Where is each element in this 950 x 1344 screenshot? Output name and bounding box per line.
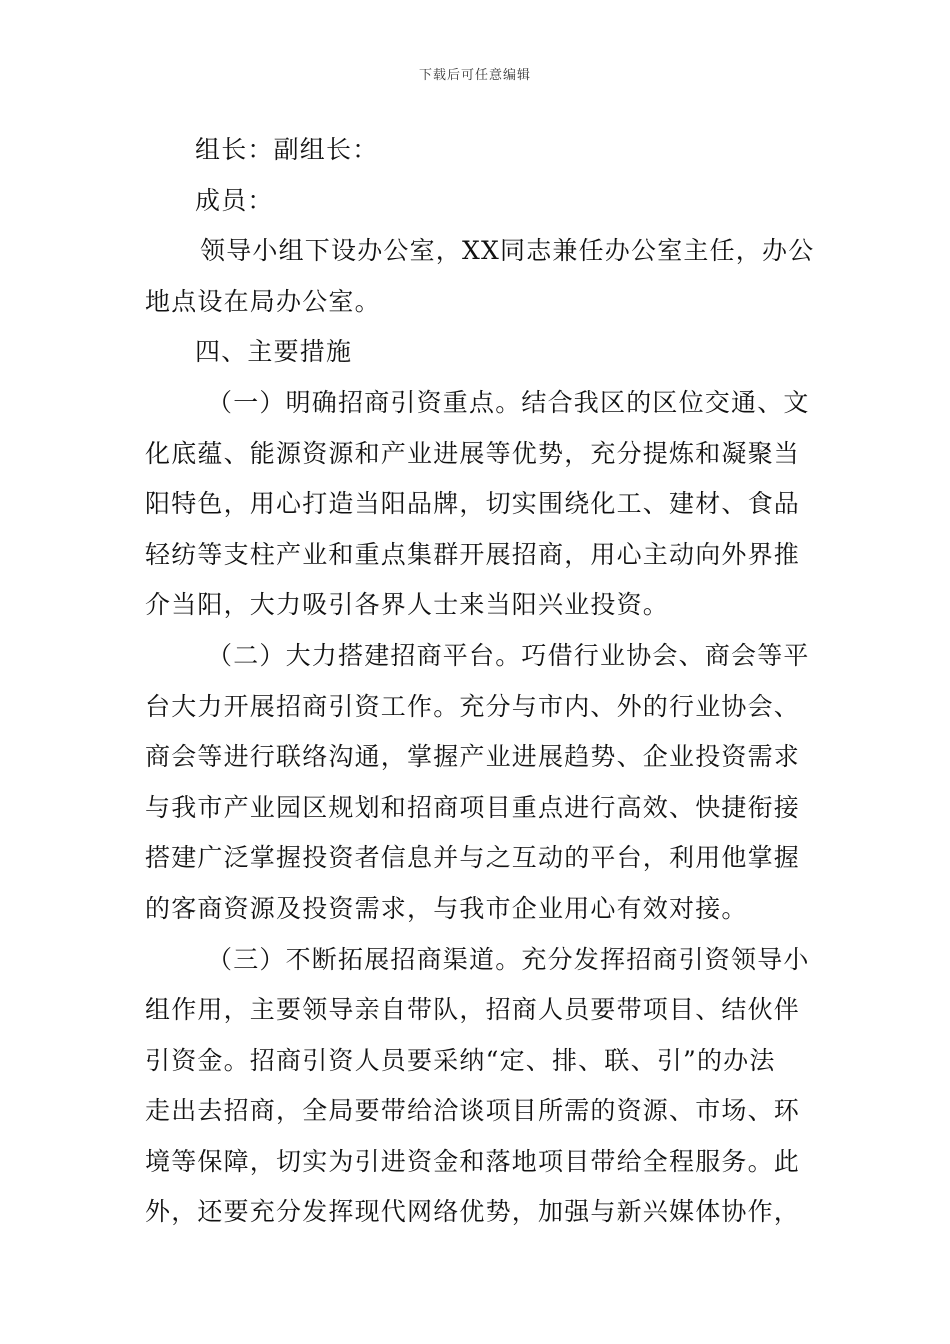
- paragraph-3-start: （三）不断拓展招商渠道。充分发挥招商引资领导小: [207, 944, 810, 974]
- text-line: 引资金。招商引资人员要采纳“定、排、联、引”的办法: [145, 1045, 776, 1075]
- section-heading-measures: 四、主要措施: [195, 337, 353, 367]
- text-line: 化底蕴、能源资源和产业进展等优势，充分提炼和凝聚当: [145, 438, 801, 468]
- text-line: 商会等进行联络沟通，掌握产业进展趋势、企业投资需求: [145, 742, 801, 772]
- text-line-members: 成员：: [195, 185, 274, 215]
- document-body: [145, 125, 815, 1238]
- text-line-team-leaders: 组长：副组长：: [195, 135, 379, 164]
- text-line: 的客商资源及投资需求，与我市企业用心有效对接。: [145, 893, 748, 923]
- text-line: 与我市产业园区规划和招商项目重点进行高效、快捷衔接: [145, 792, 801, 822]
- text-line: 外，还要充分发挥现代网络优势，加强与新兴媒体协作，: [145, 1197, 801, 1227]
- text-line: 境等保障，切实为引进资金和落地项目带给全程服务。此: [145, 1146, 801, 1176]
- text-line: 轻纺等支柱产业和重点集群开展招商，用心主动向外界推: [145, 539, 801, 569]
- paragraph-2-start: （二）大力搭建招商平台。巧借行业协会、商会等平: [207, 640, 810, 670]
- text-line: 地点设在局办公室。: [145, 286, 381, 316]
- header-note: 下载后可任意编辑: [418, 68, 531, 83]
- text-line: 台大力开展招商引资工作。充分与市内、外的行业协会、: [145, 691, 801, 721]
- text-line: 走出去招商，全局要带给洽谈项目所需的资源、市场、环: [145, 1096, 801, 1126]
- text-line: 搭建广泛掌握投资者信息并与之互动的平台，利用他掌握: [145, 843, 801, 873]
- paragraph-1-start: （一）明确招商引资重点。结合我区的区位交通、文: [207, 387, 810, 417]
- text-line: 阳特色，用心打造当阳品牌，切实围绕化工、建材、食品: [145, 489, 801, 519]
- text-line: 领导小组下设办公室，XX同志兼任办公室主任，办公: [200, 236, 815, 266]
- text-line: 介当阳，大力吸引各界人士来当阳兴业投资。: [145, 590, 670, 620]
- text-line: 组作用，主要领导亲自带队，招商人员要带项目、结伙伴: [145, 995, 801, 1025]
